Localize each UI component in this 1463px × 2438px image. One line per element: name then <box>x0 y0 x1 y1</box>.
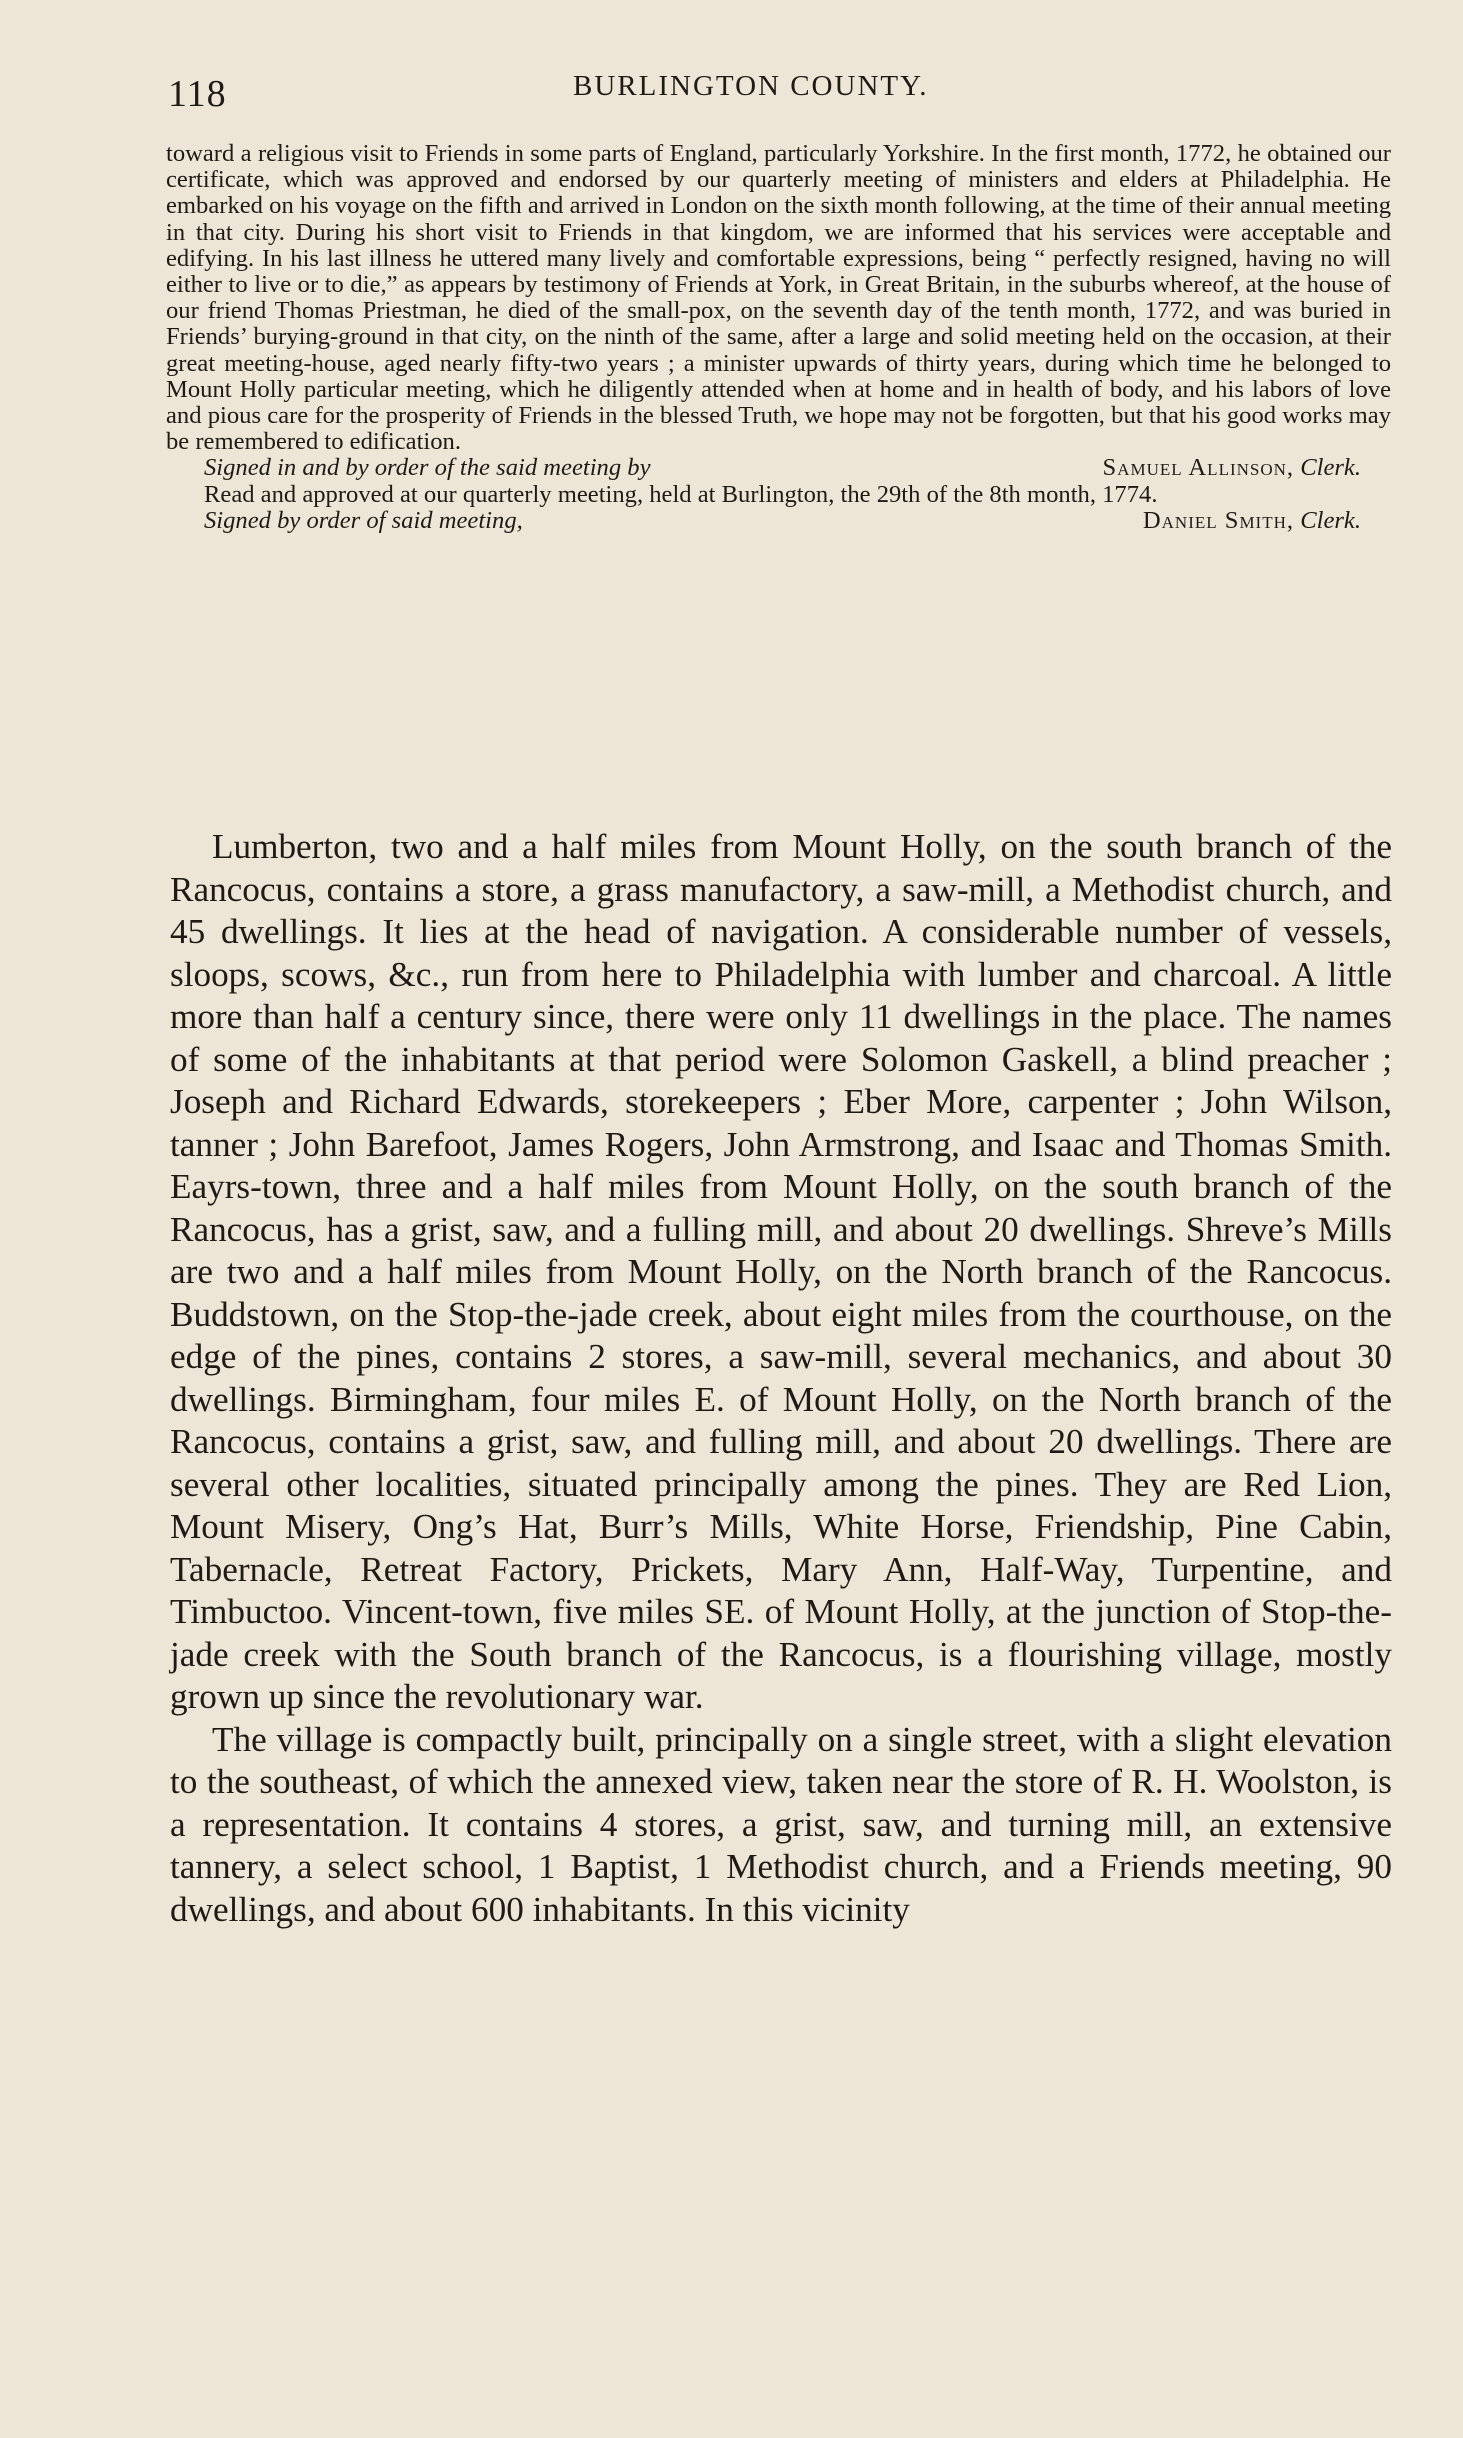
signature-2-role: Clerk. <box>1300 506 1361 534</box>
memorial-testimony <box>166 141 1391 534</box>
signature-1-name: Samuel Allinson, <box>1102 454 1295 482</box>
paragraph-village: The village is compactly built, principally on a single street, with a slight elevation to the southeast, of which the annexed view, taken near the store of R. H. Woolston, is a representation. It contains 4 stores, a grist, saw, and turning mill, an extensive tannery, a select school, 1 Baptist, 1 Methodist church, and a Friends meeting, 90 dwellings, and about 600 inhabitants. In this vicinity <box>170 1719 1392 1929</box>
signature-1-text: Signed in and by order of the said meeting by <box>204 454 651 482</box>
signature-2-text: Signed by order of said meeting, <box>204 506 523 534</box>
signature-1-signer <box>1103 455 1391 481</box>
page-header <box>168 62 1393 115</box>
signature-line-2 <box>166 508 1391 534</box>
signature-1-role: Clerk. <box>1300 454 1361 482</box>
signature-2-signer <box>1143 508 1391 534</box>
running-title: BURLINGTON COUNTY. <box>573 70 929 102</box>
signature-line-1 <box>166 455 1391 481</box>
page-number: 118 <box>168 73 227 115</box>
signature-2-name: Daniel Smith, <box>1142 506 1295 534</box>
main-text <box>170 826 1392 1931</box>
paragraph-lumberton: Lumberton, two and a half miles from Mount Holly, on the south branch of the Rancocus, contains a store, a grass manufactory, a saw-mill, a Methodist church, and 45 dwellings. It lies at the head of navigation. A considerable number of vessels, sloops, scows, &c., run from here to Philadelphia with lumber and charcoal. A little more than half a century since, there were only 11 dwellings in the place. The names of some of the inhabitants at that period were Solomon Gaskell, a blind preacher ; Joseph and Richard Edwards, storekeepers ; Eber More, carpenter ; John Wilson, tanner ; John Barefoot, James Rogers, John Armstrong, and Isaac and Thomas Smith. Eayrs-town, three and a half miles from Mount Holly, on the south branch of the Rancocus, has a grist, saw, and a fulling mill, and about 20 dwellings. Shreve’s Mills are two and a half miles from Mount Holly, on the North branch of the Rancocus. Buddstown, on the Stop-the-jade creek, about eight miles from the courthouse, on the edge of the pines, contains 2 stores, a saw-mill, several mechanics, and about 30 dwellings. Birmingham, four miles E. of Mount Holly, on the North branch of the Rancocus, contains a grist, saw, and fulling mill, and about 20 dwellings. There are several other localities, situated principally among the pines. They are Red Lion, Mount Misery, Ong’s Hat, Burr’s Mills, White Horse, Friendship, Pine Cabin, Tabernacle, Retreat Factory, Prickets, Mary Ann, Half-Way, Turpentine, and Timbuctoo. Vincent-town, five miles SE. of Mount Holly, at the junction of Stop-the-jade creek with the South branch of the Rancocus, is a flourishing village, mostly grown up since the revolutionary war. <box>170 827 1392 1716</box>
memorial-body: toward a religious visit to Friends in some parts of England, particularly Yorkshire. In the first month, 1772, he obtained our certificate, which was approved and endorsed by our quarterly meeting of ministers and elders at Philadelphia. He embarked on his voyage on the fifth and arrived in London on the sixth month following, at the time of their annual meeting in that city. During his short visit to Friends in that kingdom, we are informed that his services were acceptable and edifying. In his last illness he uttered many lively and comfortable expressions, being “ perfectly resigned, having no will either to live or to die,” as appears by testimony of Friends at York, in Great Britain, in the suburbs whereof, at the house of our friend Thomas Priestman, he died of the small-pox, on the seventh day of the tenth month, 1772, and was buried in Friends’ burying-ground in that city, on the ninth of the same, after a large and solid meeting held on the occasion, at their great meeting-house, aged nearly fifty-two years ; a minister upwards of thirty years, during which time he belonged to Mount Holly particular meeting, which he diligently attended when at home and in health of body, and his labors of love and pious care for the prosperity of Friends in the blessed Truth, we hope may not be forgotten, but that his good works may be remembered to edification. <box>166 140 1391 456</box>
approval-note: Read and approved at our quarterly meeting, held at Burlington, the 29th of the 8th month, 1774. <box>204 480 1158 508</box>
